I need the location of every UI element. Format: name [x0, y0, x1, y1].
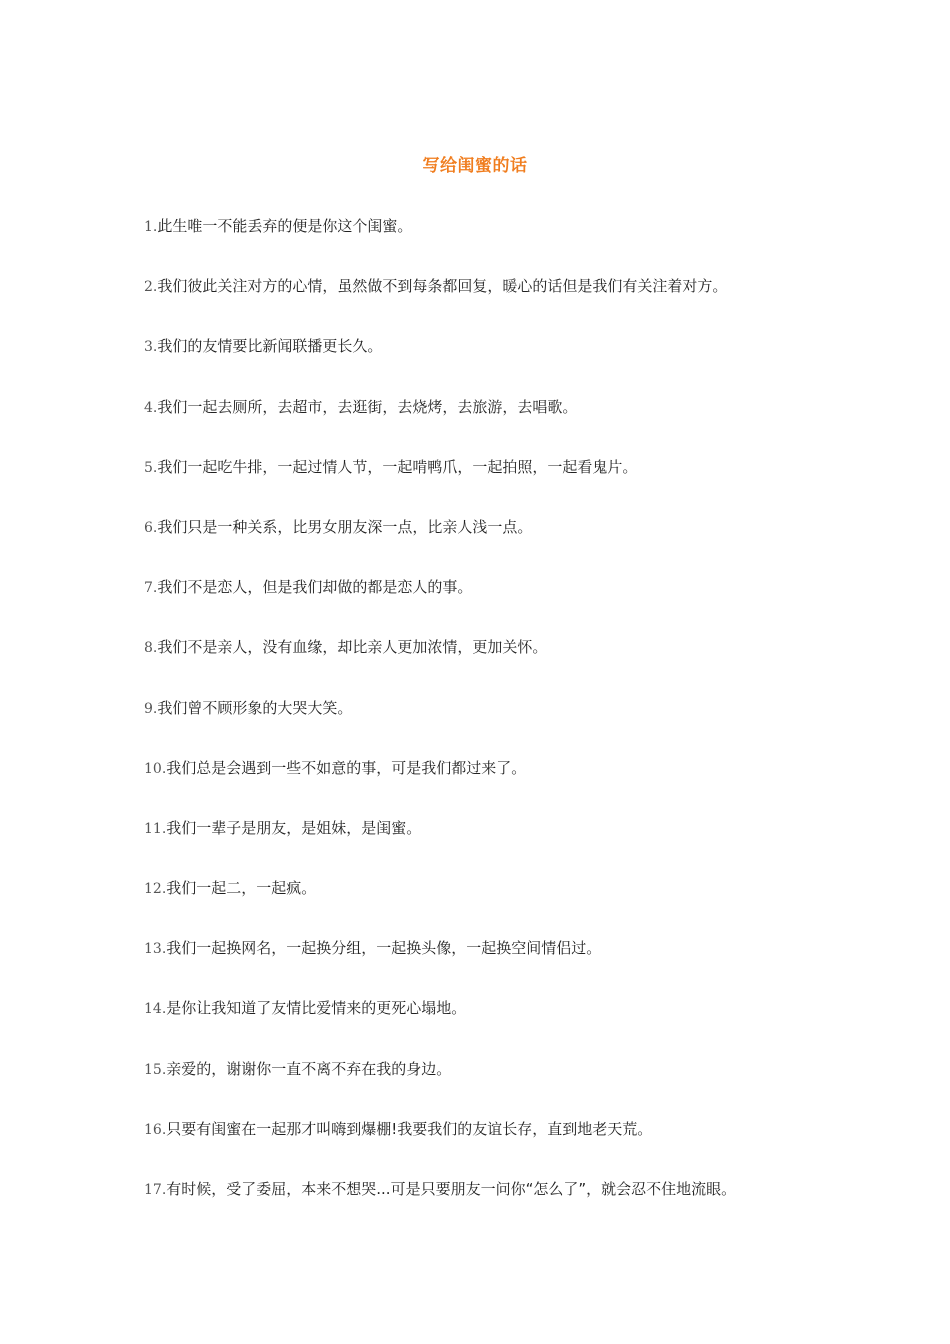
list-item	[144, 575, 844, 635]
item-text: 我们曾不顾形象的大哭大笑。	[157, 698, 353, 717]
list-item	[144, 214, 844, 274]
item-number: 11.	[144, 820, 167, 837]
document-title: 写给闺蜜的话	[422, 156, 528, 176]
item-number: 12.	[144, 881, 167, 898]
item-text: 我们总是会遇到一些不如意的事，可是我们都过来了。	[166, 758, 527, 777]
list-item	[144, 936, 844, 996]
list-item	[144, 1057, 844, 1117]
item-number: 16.	[144, 1121, 167, 1138]
list-item	[144, 515, 844, 575]
list-item	[144, 334, 844, 394]
quote-list	[144, 214, 844, 1237]
item-number: 8.	[144, 640, 158, 657]
item-number: 2.	[144, 279, 158, 296]
item-text: 我们不是恋人，但是我们却做的都是恋人的事。	[157, 578, 473, 597]
list-item	[144, 395, 844, 455]
item-number: 1.	[144, 219, 158, 235]
item-number: 14.	[144, 1001, 167, 1018]
item-number: 10.	[144, 760, 167, 777]
list-item	[144, 635, 844, 695]
item-number: 7.	[144, 580, 158, 597]
item-text: 我们只是一种关系，比男女朋友深一点，比亲人浅一点。	[157, 517, 533, 536]
item-text: 此生唯一不能丢弃的便是你这个闺蜜。	[157, 217, 413, 235]
item-number: 3.	[144, 339, 158, 356]
item-number: 6.	[144, 519, 158, 536]
list-item	[144, 1117, 844, 1177]
list-item	[144, 876, 844, 936]
list-item	[144, 1177, 844, 1237]
item-text: 我们不是亲人，没有血缘，却比亲人更加浓情，更加关怀。	[157, 638, 548, 657]
item-text: 有时候，受了委屈，本来不想哭...可是只要朋友一问你“怎么了”，就会忍不住地流眼。	[166, 1180, 737, 1198]
item-text: 是你让我知道了友情比爱情来的更死心塌地。	[166, 999, 467, 1018]
item-number: 9.	[144, 700, 158, 717]
item-text: 亲爱的，谢谢你一直不离不弃在我的身边。	[166, 1059, 452, 1078]
list-item	[144, 756, 844, 816]
list-item	[144, 455, 844, 515]
item-text: 我们一起二，一起疯。	[166, 879, 317, 898]
item-text: 我们一起吃牛排，一起过情人节，一起啃鸭爪，一起拍照，一起看鬼片。	[157, 457, 638, 476]
list-item	[144, 274, 844, 334]
list-item	[144, 996, 844, 1056]
item-text: 我们一起换网名，一起换分组，一起换头像，一起换空间情侣过。	[166, 939, 602, 958]
item-text: 我们的友情要比新闻联播更长久。	[157, 337, 383, 356]
item-number: 15.	[144, 1061, 167, 1078]
list-item	[144, 816, 844, 876]
item-text: 我们一起去厕所，去超市，去逛街，去烧烤，去旅游，去唱歌。	[157, 397, 578, 416]
item-number: 17.	[144, 1182, 167, 1198]
item-text: 我们一辈子是朋友，是姐妹，是闺蜜。	[166, 818, 422, 837]
item-number: 5.	[144, 459, 158, 476]
list-item	[144, 696, 844, 756]
item-text: 只要有闺蜜在一起那才叫嗨到爆棚!我要我们的友谊长存，直到地老天荒。	[166, 1119, 653, 1138]
item-number: 13.	[144, 941, 167, 958]
item-text: 我们彼此关注对方的心情，虽然做不到每条都回复，暖心的话但是我们有关注着对方。	[157, 277, 728, 296]
item-number: 4.	[144, 399, 158, 416]
